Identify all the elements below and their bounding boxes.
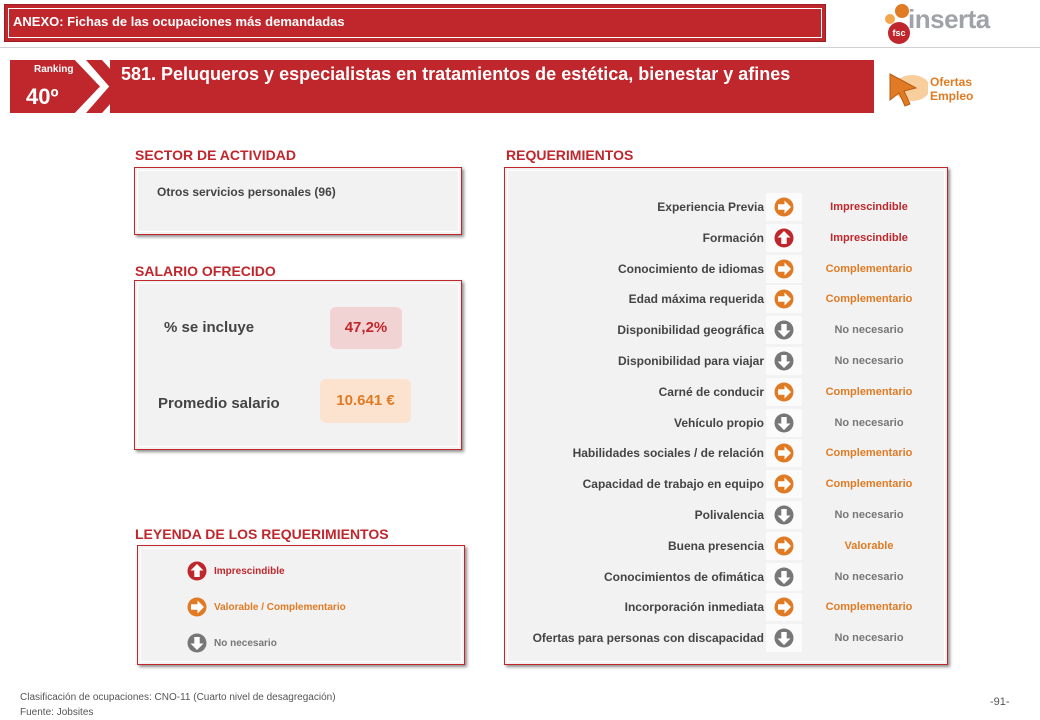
incluye-label: % se incluye [164, 319, 255, 336]
arrow-right-icon [774, 536, 794, 556]
salario-title: SALARIO OFRECIDO [135, 263, 276, 279]
sector-panel [134, 167, 462, 235]
arrow-down-icon [774, 505, 794, 525]
requerimiento-value: No necesario [805, 501, 933, 529]
footer-classification: Clasificación de ocupaciones: CNO-11 (Cuarto nivel de desagregación) [20, 692, 336, 703]
requerimiento-value: Valorable [805, 532, 933, 560]
arrow-right-icon [774, 289, 794, 309]
arrow-right-icon [187, 597, 207, 617]
requerimiento-label: Formación [524, 224, 764, 252]
arrow-down-icon [774, 413, 794, 433]
requerimiento-label: Disponibilidad geográfica [524, 316, 764, 344]
sector-value: Otros servicios personales (96) [157, 185, 336, 199]
arrow-right-icon [774, 259, 794, 279]
logo-wordmark: inserta [908, 4, 990, 34]
occupation-title: 581. Peluqueros y especialistas en tratamientos de estética, bienestar y afines [121, 64, 791, 84]
arrow-up-icon [187, 561, 207, 581]
arrow-down-icon [774, 628, 794, 648]
requerimiento-icon-cell [766, 255, 802, 283]
logo-mark [895, 4, 909, 18]
incluye-value: 47,2% [330, 307, 402, 349]
header-banner [4, 4, 826, 42]
requerimiento-icon-cell [766, 532, 802, 560]
sector-panel-frame [137, 170, 459, 232]
arrow-right-icon [774, 382, 794, 402]
requerimiento-icon-cell [766, 439, 802, 467]
requerimiento-icon-cell [766, 285, 802, 313]
requerimiento-value: Complementario [805, 439, 933, 467]
legend-label: Imprescindible [214, 566, 285, 577]
requerimiento-label: Disponibilidad para viajar [524, 347, 764, 375]
requerimiento-value: Imprescindible [805, 224, 933, 252]
ofertas-empleo-link[interactable] [930, 75, 973, 103]
requerimiento-value: Complementario [805, 285, 933, 313]
requerimiento-icon-cell [766, 470, 802, 498]
requerimiento-label: Edad máxima requerida [524, 285, 764, 313]
requerimiento-label: Habilidades sociales / de relación [524, 439, 764, 467]
ofertas-cursor-icon[interactable] [886, 70, 916, 108]
requerimiento-label: Incorporación inmediata [524, 593, 764, 621]
requerimiento-label: Buena presencia [524, 532, 764, 560]
arrow-down-icon [774, 567, 794, 587]
requerimiento-icon-cell [766, 224, 802, 252]
sector-title: SECTOR DE ACTIVIDAD [135, 147, 297, 163]
requerimiento-value: Complementario [805, 378, 933, 406]
arrow-right-icon [774, 474, 794, 494]
requerimiento-icon-cell [766, 193, 802, 221]
header-banner-title: ANEXO: Fichas de las ocupaciones más demandadas [13, 14, 345, 29]
requerimientos-title: REQUERIMIENTOS [506, 147, 634, 163]
requerimiento-icon-cell [766, 316, 802, 344]
requerimiento-icon-cell [766, 347, 802, 375]
promedio-label: Promedio salario [158, 395, 280, 412]
leyenda-title: LEYENDA DE LOS REQUERIMIENTOS [135, 526, 389, 542]
requerimiento-value: No necesario [805, 316, 933, 344]
requerimiento-value: No necesario [805, 563, 933, 591]
requerimiento-value: Complementario [805, 470, 933, 498]
requerimiento-value: Complementario [805, 255, 933, 283]
requerimiento-label: Vehículo propio [524, 409, 764, 437]
ranking-label: Ranking [34, 64, 74, 75]
arrow-right-icon [774, 597, 794, 617]
requerimiento-label: Conocimientos de ofimática [524, 563, 764, 591]
logo-badge: fsc [888, 22, 910, 44]
arrow-right-icon [774, 197, 794, 217]
requerimiento-value: Imprescindible [805, 193, 933, 221]
requerimiento-icon-cell [766, 378, 802, 406]
arrow-down-icon [774, 320, 794, 340]
requerimiento-icon-cell [766, 624, 802, 652]
legend-label: Valorable / Complementario [214, 602, 346, 613]
arrow-right-icon [774, 443, 794, 463]
requerimiento-icon-cell [766, 563, 802, 591]
requerimiento-label: Capacidad de trabajo en equipo [524, 470, 764, 498]
requerimiento-value: No necesario [805, 347, 933, 375]
requerimiento-label: Carné de conducir [524, 378, 764, 406]
header-divider [0, 47, 1040, 48]
arrow-up-icon [774, 228, 794, 248]
page-number: -91- [990, 696, 1010, 708]
requerimiento-label: Polivalencia [524, 501, 764, 529]
requerimiento-icon-cell [766, 501, 802, 529]
requerimiento-value: Complementario [805, 593, 933, 621]
requerimiento-label: Ofertas para personas con discapacidad [524, 624, 764, 652]
ranking-value: 40º [26, 84, 59, 109]
ofertas-line1: Ofertas [930, 75, 973, 89]
requerimiento-label: Conocimiento de idiomas [524, 255, 764, 283]
requerimiento-icon-cell [766, 409, 802, 437]
requerimiento-value: No necesario [805, 409, 933, 437]
promedio-value: 10.641 € [320, 379, 411, 423]
requerimiento-label: Experiencia Previa [524, 193, 764, 221]
ofertas-line2: Empleo [930, 89, 974, 103]
arrow-down-icon [187, 633, 207, 653]
arrow-down-icon [774, 351, 794, 371]
salario-panel-frame [137, 283, 459, 447]
salario-panel [134, 280, 462, 450]
requerimiento-icon-cell [766, 593, 802, 621]
footer-source: Fuente: Jobsites [20, 707, 94, 718]
legend-label: No necesario [214, 638, 277, 649]
requerimiento-value: No necesario [805, 624, 933, 652]
